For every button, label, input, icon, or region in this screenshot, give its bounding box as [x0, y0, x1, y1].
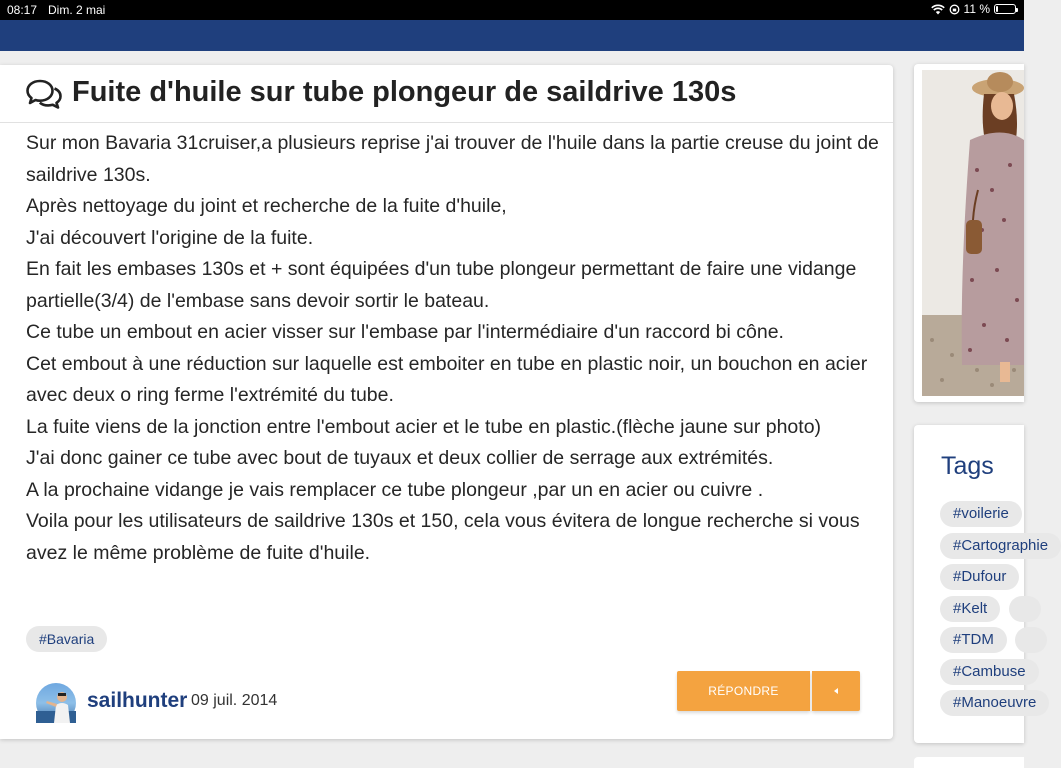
post-paragraph: Sur mon Bavaria 31cruiser,a plusieurs reprise j'ai trouver de l'huile dans la partie creuse du joint de saildrive 130s. [26, 132, 879, 186]
status-date: Dim. 2 mai [48, 3, 106, 17]
status-time: 08:17 [7, 3, 38, 17]
wifi-icon [931, 4, 945, 15]
post-paragraph: La fuite viens de la jonction entre l'embout acier et le tube en plastic.(flèche jaune sur photo) [26, 415, 822, 438]
thread-card [0, 65, 893, 739]
tag-chip-cartographie[interactable]: #Cartographie [940, 533, 1061, 559]
post-paragraph: J'ai découvert l'origine de la fuite. [26, 226, 314, 249]
battery-icon [994, 4, 1016, 14]
orientation-lock-icon [949, 4, 960, 15]
status-indicators [931, 2, 1016, 16]
tag-chip-voilerie[interactable]: #voilerie [940, 501, 1022, 527]
thread-header [0, 65, 893, 123]
advertisement-image [922, 70, 1024, 396]
author-link[interactable]: sailhunter [87, 689, 188, 712]
post-body [26, 128, 881, 569]
caret-left-icon [832, 687, 840, 695]
discussion-icon [25, 77, 63, 111]
post-paragraph: J'ai donc gainer ce tube avec bout de tuyaux et deux collier de serrage aux extrémités. [26, 447, 774, 469]
tag-chip-tdm[interactable]: #TDM [940, 627, 1007, 653]
tags-heading: Tags [941, 452, 994, 480]
tag-chip-overflow[interactable] [1009, 596, 1041, 622]
top-navigation-bar [0, 20, 1024, 51]
tag-chip-overflow[interactable] [1015, 627, 1047, 653]
tag-chip-manoeuvre[interactable]: #Manoeuvre [940, 690, 1049, 716]
thread-title: Fuite d'huile sur tube plongeur de saildrive 130s [72, 76, 737, 108]
sidebar-next-card [914, 757, 1024, 768]
battery-percent: 11 % [963, 2, 990, 16]
post-paragraph: A la prochaine vidange je vais remplacer ce tube plongeur ,par un en acier ou cuivre . [26, 478, 764, 501]
reply-button[interactable]: RÉPONDRE [677, 671, 810, 711]
avatar[interactable] [36, 683, 76, 723]
advertisement-card[interactable] [914, 64, 1024, 402]
post-paragraph: En fait les embases 130s et + sont équipées d'un tube plongeur permettant de faire une vidange partielle(3/4) de l'embase sans devoir sortir le bateau. [26, 258, 857, 312]
post-tag-bavaria[interactable]: #Bavaria [26, 626, 107, 652]
reply-options-button[interactable] [812, 671, 860, 711]
avatar-image [36, 683, 76, 723]
post-date: 09 juil. 2014 [191, 692, 278, 709]
post-paragraph: Cet embout à une réduction sur laquelle est emboiter en tube en plastic noir, un bouchon en acier avec deux o ring ferme l'extrémité du tube. [26, 352, 868, 406]
post-paragraph: Ce tube un embout en acier visser sur l'embase par l'intermédiaire d'un raccord bi cône. [26, 321, 784, 343]
status-bar [0, 0, 1024, 20]
tags-card [914, 425, 1049, 743]
tag-chip-kelt[interactable]: #Kelt [940, 596, 1000, 622]
tag-chip-dufour[interactable]: #Dufour [940, 564, 1019, 590]
post-paragraph: Voila pour les utilisateurs de saildrive 130s et 150, cela vous évitera de longue recherche si vous avez le même problème de fuite d'huile. [26, 510, 860, 564]
post-paragraph: Après nettoyage du joint et recherche de la fuite d'huile, [26, 195, 507, 217]
tag-chip-cambuse[interactable]: #Cambuse [940, 659, 1039, 685]
